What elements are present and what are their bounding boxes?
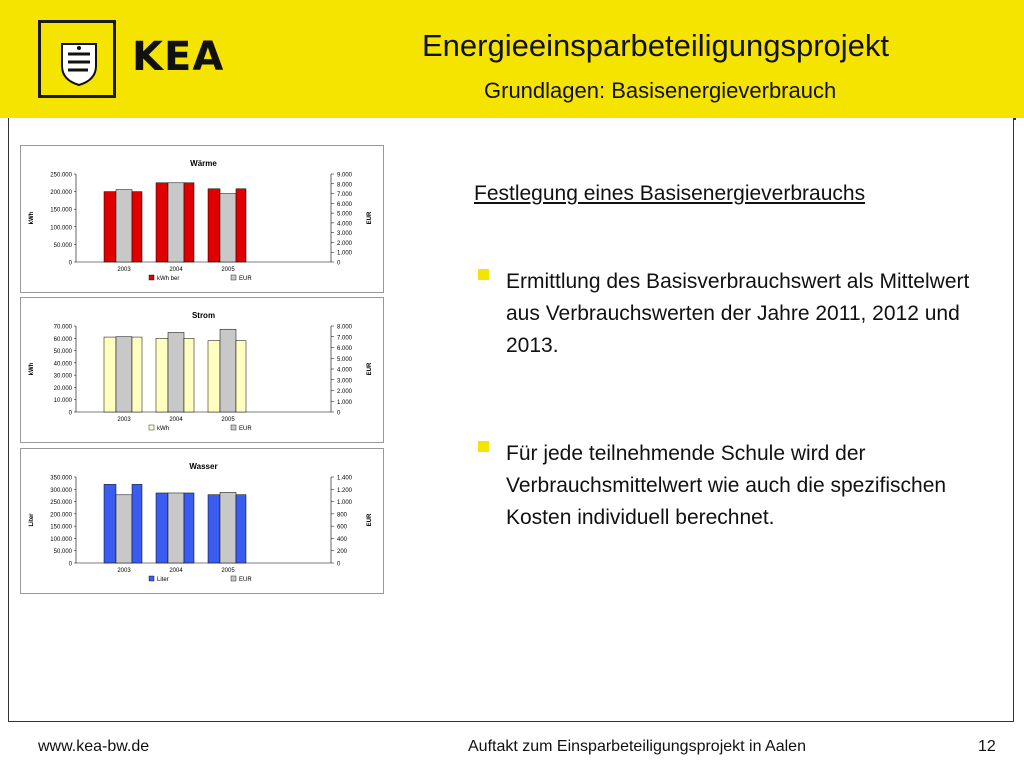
legend-label: Liter [157, 577, 169, 583]
y-tick-label: 50.000 [53, 349, 72, 356]
legend-label: kWh ber [157, 276, 180, 282]
bar-liter [208, 495, 220, 563]
y2-tick-label: 5.000 [337, 211, 353, 218]
x-tick-label: 2005 [221, 417, 235, 423]
y2-tick-label: 5.000 [337, 356, 353, 363]
legend-swatch [149, 576, 154, 581]
bar-kwh-2 [132, 337, 142, 412]
legend-label: kWh [157, 426, 169, 432]
y2-tick-label: 8.000 [337, 324, 353, 331]
y2-tick-label: 1.000 [337, 250, 353, 257]
y2-tick-label: 7.000 [337, 192, 353, 199]
y-tick-label: 200.000 [50, 190, 72, 197]
y2-tick-label: 9.000 [337, 172, 353, 179]
y2-tick-label: 0 [337, 260, 341, 267]
y2-tick-label: 3.000 [337, 231, 353, 238]
y-tick-label: 20.000 [53, 385, 72, 392]
y2-tick-label: 600 [337, 524, 348, 531]
x-tick-label: 2003 [117, 417, 131, 423]
legend-label: EUR [239, 276, 252, 282]
y2-axis-label: EUR [367, 362, 373, 376]
chart-title: Wärme [190, 159, 217, 168]
logo-text: KEA [132, 34, 225, 80]
bar-kwh-2 [184, 338, 194, 412]
y2-tick-label: 1.000 [337, 399, 353, 406]
page-subtitle: Grundlagen: Basisenergieverbrauch [484, 78, 837, 103]
legend-swatch [149, 425, 154, 430]
bullet-text: Ermittlung des Basisverbrauchswert als Mittelwert aus Verbrauchswerten der Jahre 2011, 2012 und 2013. [506, 270, 970, 357]
y2-axis-label: EUR [367, 513, 373, 527]
y-tick-label: 150.000 [50, 207, 72, 214]
bar-liter-2 [132, 484, 142, 563]
bar-liter-2 [236, 495, 246, 563]
y2-tick-label: 2.000 [337, 240, 353, 247]
y-tick-label: 50.000 [53, 549, 72, 556]
bar-kwh-ber-2 [184, 183, 194, 262]
bar-kwh-ber-2 [132, 192, 142, 262]
y2-tick-label: 0 [337, 561, 341, 568]
y-axis-label: Liter [29, 513, 35, 527]
y-tick-label: 300.000 [50, 487, 72, 494]
x-tick-label: 2003 [117, 267, 131, 273]
y-tick-label: 250.000 [50, 500, 72, 507]
y2-tick-label: 8.000 [337, 182, 353, 189]
x-tick-label: 2004 [169, 568, 183, 574]
bar-kwh-2 [236, 341, 246, 412]
bar-eur [116, 495, 132, 563]
x-tick-label: 2004 [169, 267, 183, 273]
chart-strom [20, 297, 384, 443]
y2-tick-label: 200 [337, 549, 348, 556]
y2-tick-label: 400 [337, 536, 348, 543]
y2-tick-label: 2.000 [337, 389, 353, 395]
bar-liter [156, 493, 168, 563]
legend-swatch [231, 275, 236, 280]
bullet-text: Für jede teilnehmende Schule wird der Verbrauchsmittelwert wie auch die spezifischen Kosten individuell berechnet. [506, 442, 947, 529]
x-tick-label: 2004 [169, 417, 183, 423]
y-tick-label: 250.000 [50, 172, 72, 179]
bar-kwh [104, 337, 116, 412]
y-tick-label: 70.000 [53, 324, 72, 331]
bar-eur [168, 183, 184, 262]
y-tick-label: 10.000 [53, 398, 72, 405]
bar-eur [168, 493, 184, 563]
y2-tick-label: 0 [337, 410, 341, 417]
chart-wasser [20, 448, 384, 594]
y-tick-label: 0 [68, 260, 72, 267]
footer-page-number: 12 [978, 738, 996, 755]
y2-tick-label: 4.000 [337, 367, 353, 374]
y2-tick-label: 7.000 [337, 335, 353, 342]
bar-eur [116, 337, 132, 412]
chart-title: Wasser [189, 462, 218, 471]
chart-title: Strom [191, 311, 216, 320]
bar-kwh-ber [156, 183, 168, 262]
page-title: Energieeinsparbeteiligungsprojekt [422, 28, 890, 63]
y-tick-label: 0 [68, 410, 72, 417]
y2-tick-label: 4.000 [337, 221, 353, 228]
bar-kwh-ber [104, 192, 116, 262]
y-tick-label: 50.000 [53, 242, 72, 249]
bar-kwh-ber [208, 189, 220, 262]
y-tick-label: 150.000 [50, 524, 72, 531]
legend-swatch [231, 576, 236, 581]
chart-waerme [20, 145, 384, 293]
y-tick-label: 200.000 [50, 512, 72, 519]
footer-event: Auftakt zum Einsparbeteiligungsprojekt in Aalen [468, 738, 806, 755]
y2-axis-label: EUR [367, 211, 373, 225]
y2-tick-label: 6.000 [337, 201, 353, 208]
bar-eur [168, 332, 184, 412]
coat-of-arms-icon [60, 42, 98, 86]
y2-tick-label: 1.200 [337, 487, 353, 494]
y2-tick-label: 1.400 [337, 475, 353, 482]
bar-liter-2 [184, 493, 194, 563]
y-tick-label: 40.000 [53, 361, 72, 368]
footer-website: www.kea-bw.de [38, 738, 150, 755]
chart-svg [21, 298, 383, 440]
legend-swatch [231, 425, 236, 430]
legend-swatch [149, 275, 154, 280]
y-axis-label: kWh [29, 211, 35, 225]
bar-eur [220, 194, 236, 262]
y-tick-label: 30.000 [53, 373, 72, 380]
y-tick-label: 0 [68, 561, 72, 568]
x-tick-label: 2003 [117, 568, 131, 574]
chart-svg [21, 449, 383, 591]
bar-liter [104, 484, 116, 563]
x-tick-label: 2005 [221, 267, 235, 273]
y-tick-label: 100.000 [50, 536, 72, 543]
header-bar [0, 0, 1024, 118]
bullet-square-icon [478, 441, 489, 452]
y2-tick-label: 3.000 [337, 378, 353, 385]
legend-label: EUR [239, 577, 252, 583]
bar-eur [220, 492, 236, 563]
bar-kwh [156, 338, 168, 412]
y2-tick-label: 6.000 [337, 346, 353, 352]
y-axis-label: kWh [29, 362, 35, 376]
content-heading: Festlegung eines Basisenergieverbrauchs [474, 182, 866, 205]
x-tick-label: 2005 [221, 568, 235, 574]
bullet-square-icon [478, 269, 489, 280]
chart-svg [21, 146, 383, 290]
y-tick-label: 60.000 [53, 336, 72, 343]
y2-tick-label: 800 [337, 512, 348, 519]
bar-eur [116, 190, 132, 262]
bar-eur [220, 329, 236, 412]
bar-kwh-ber-2 [236, 189, 246, 262]
y-tick-label: 350.000 [50, 475, 72, 482]
y2-tick-label: 1.000 [337, 500, 353, 507]
legend-label: EUR [239, 426, 252, 432]
y-tick-label: 100.000 [50, 225, 72, 232]
bar-kwh [208, 341, 220, 412]
